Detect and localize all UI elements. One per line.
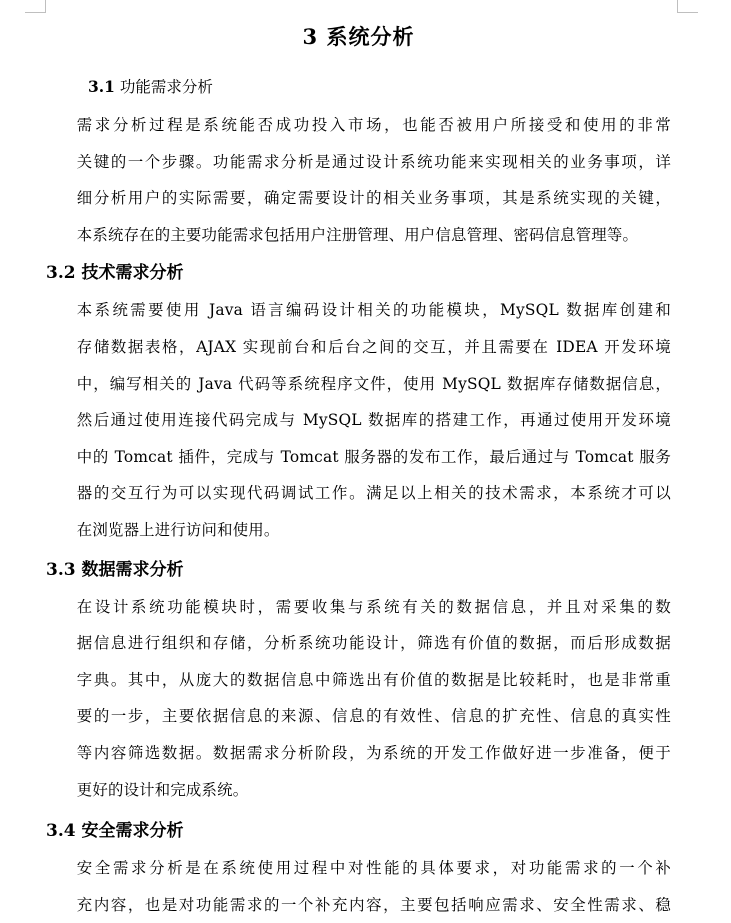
text-line: 等内容筛选数据。数据需求分析阶段，为系统的开发工作做好进一步准备，便于 (76, 743, 671, 762)
paragraph-data-requirements (46, 589, 671, 809)
text-line: 本系统存在的主要功能需求包括用户注册管理、用户信息管理、密码信息管理等。 (76, 225, 639, 244)
section-heading-3-4 (46, 812, 671, 850)
section-number: 3.4 (46, 821, 76, 842)
section-number: 3.3 (46, 559, 76, 580)
text-line: 中，编写相关的 Java 代码等系统程序文件，使用 MySQL 数据库存储数据信息， (76, 374, 671, 393)
chapter-title: 3 系统分析 (302, 24, 415, 49)
text-line: 器的交互行为可以实现代码调试工作。满足以上相关的技术需求，本系统才可以 (76, 484, 671, 503)
text-line: 然后通过使用连接代码完成与 MySQL 数据库的搭建工作，再通过使用开发环境 (76, 411, 671, 430)
text-line: 中的 Tomcat 插件，完成与 Tomcat 服务器的发布工作，最后通过与 Tomcat 服务 (76, 447, 671, 466)
page-corner-mark-right (677, 0, 698, 13)
text-line: 充内容，也是对功能需求的一个补充内容，主要包括响应需求、安全性需求、稳 (76, 895, 671, 914)
text-line: 更好的设计和完成系统。 (76, 780, 249, 799)
text-line: 关键的一个步骤。功能需求分析是通过设计系统功能来实现相关的业务事项，详 (76, 152, 671, 171)
paragraph-technical-requirements (46, 292, 671, 548)
text-line: 细分析用户的实际需要，确定需要设计的相关业务事项，其是系统实现的关键， (76, 189, 671, 208)
text-line: 据信息进行组织和存储，分析系统功能设计，筛选有价值的数据，而后形成数据 (76, 634, 671, 653)
document-page (46, 0, 671, 923)
section-heading-3-1 (88, 72, 671, 102)
page-corner-mark-left (25, 0, 46, 13)
paragraph-functional-requirements (46, 107, 671, 253)
section-number: 3.2 (46, 263, 76, 284)
section-number: 3.1 (88, 77, 115, 96)
text-line: 需求分析过程是系统能否成功投入市场，也能否被用户所接受和使用的非常 (76, 116, 671, 134)
section-title: 功能需求分析 (119, 78, 213, 96)
section-heading-3-3 (46, 551, 671, 589)
text-line: 要的一步，主要依据信息的来源、信息的有效性、信息的扩充性、信息的真实性 (76, 707, 671, 726)
text-line: 安全需求分析是在系统使用过程中对性能的具体要求，对功能需求的一个补 (76, 859, 671, 878)
section-title: 数据需求分析 (81, 559, 184, 580)
section-title: 安全需求分析 (81, 821, 184, 842)
text-line: 本系统需要使用 Java 语言编码设计相关的功能模块，MySQL 数据库创建和 (76, 301, 671, 320)
text-line: 字典。其中，从庞大的数据信息中筛选出有价值的数据是比较耗时，也是非常重 (76, 670, 671, 689)
section-title: 技术需求分析 (81, 263, 184, 284)
text-line: 在浏览器上进行访问和使用。 (76, 520, 280, 539)
text-line: 在设计系统功能模块时，需要收集与系统有关的数据信息，并且对采集的数 (76, 597, 671, 616)
paragraph-security-requirements (46, 850, 671, 923)
text-line: 存储数据表格，AJAX 实现前台和后台之间的交互，并且需要在 IDEA 开发环境 (76, 337, 671, 356)
section-heading-3-2 (46, 254, 671, 292)
